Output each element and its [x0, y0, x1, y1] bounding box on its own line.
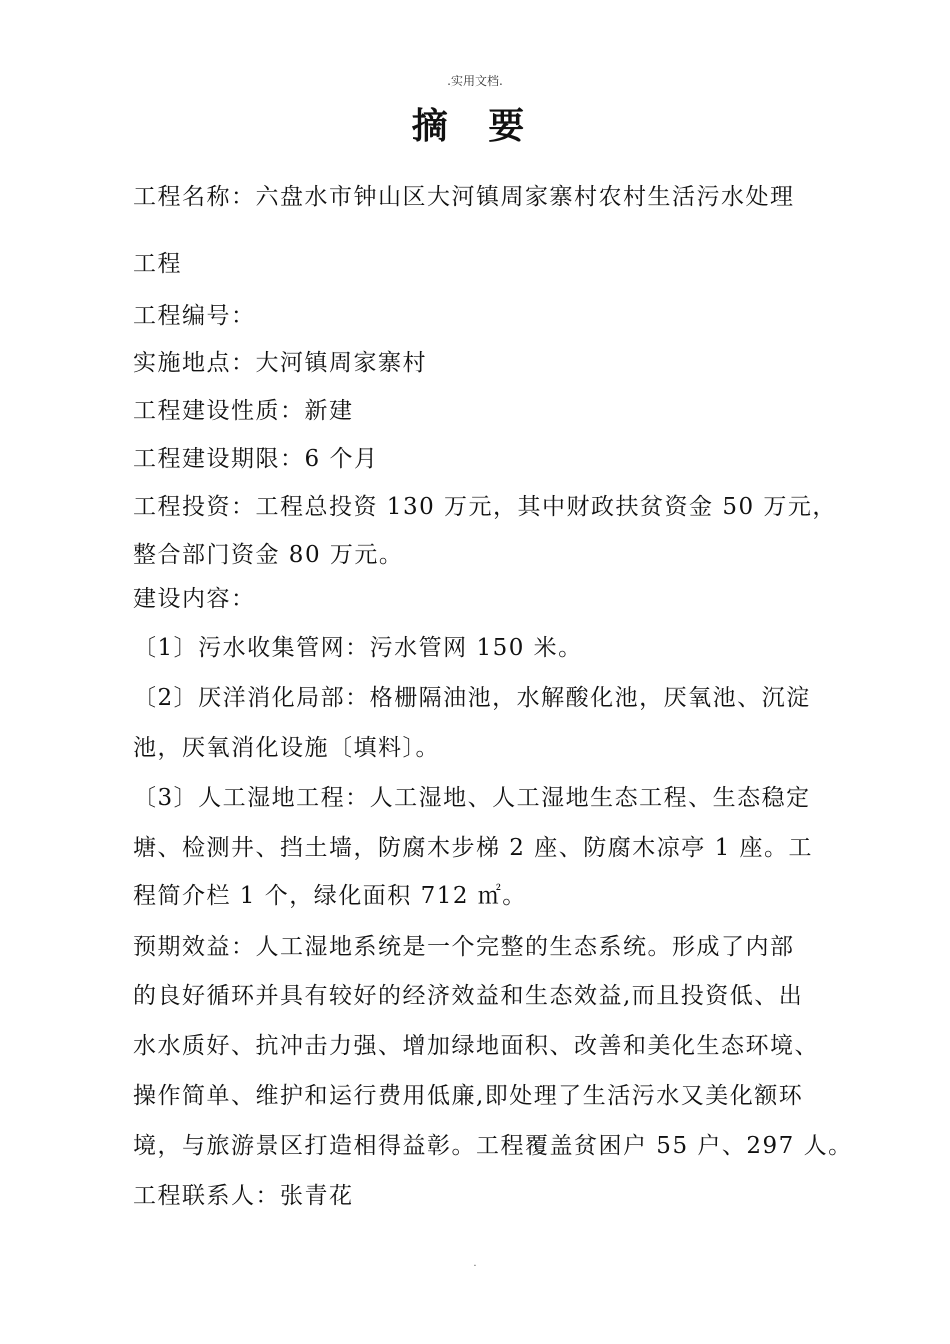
project-name-line-2: 工程: [133, 251, 182, 277]
investment-line-1: 工程投资：工程总投资 130 万元，其中财政扶贫资金 50 万元，: [133, 494, 837, 520]
contact-person-line: 工程联系人：张青花: [133, 1183, 354, 1209]
content-item-3-line-1: 〔3〕人工湿地工程：人工湿地、人工湿地生态工程、生态稳定: [133, 785, 811, 811]
construction-nature-line: 工程建设性质：新建: [133, 398, 354, 424]
benefit-line-3: 水水质好、抗冲击力强、增加绿地面积、改善和美化生态环境、: [133, 1033, 819, 1059]
page-title: 摘 要: [411, 106, 539, 147]
content-item-2-line-1: 〔2〕厌洋消化局部：格栅隔油池，水解酸化池，厌氧池、沉淀: [133, 685, 811, 711]
project-name-line-1: 工程名称：六盘水市钟山区大河镇周家寨村农村生活污水处理: [133, 184, 795, 210]
location-line: 实施地点：大河镇周家寨村: [133, 350, 427, 376]
benefit-line-4: 操作简单、维护和运行费用低廉,即处理了生活污水又美化额环: [133, 1083, 804, 1109]
benefit-line-2: 的良好循环并具有较好的经济效益和生态效益,而且投资低、出: [133, 983, 804, 1009]
benefit-line-5: 境，与旅游景区打造相得益彰。工程覆盖贫困户 55 户、297 人。: [133, 1133, 853, 1159]
investment-line-2: 整合部门资金 80 万元。: [133, 542, 404, 568]
header-note: .实用文档.: [447, 74, 503, 88]
footer-dot: .: [473, 1258, 477, 1269]
construction-period-line: 工程建设期限：6 个月: [133, 446, 379, 472]
project-number-line: 工程编号：: [133, 303, 256, 329]
content-item-3-line-3: 程简介栏 1 个，绿化面积 712 ㎡。: [133, 883, 527, 909]
benefit-line-1: 预期效益：人工湿地系统是一个完整的生态系统。形成了内部: [133, 934, 795, 960]
content-item-2-line-2: 池，厌氧消化设施〔填料〕。: [133, 735, 440, 761]
content-item-1: 〔1〕污水收集管网：污水管网 150 米。: [133, 635, 583, 661]
construction-content-heading: 建设内容：: [133, 586, 256, 612]
content-item-3-line-2: 塘、检测井、挡土墙，防腐木步梯 2 座、防腐木凉亭 1 座。工: [133, 835, 814, 861]
